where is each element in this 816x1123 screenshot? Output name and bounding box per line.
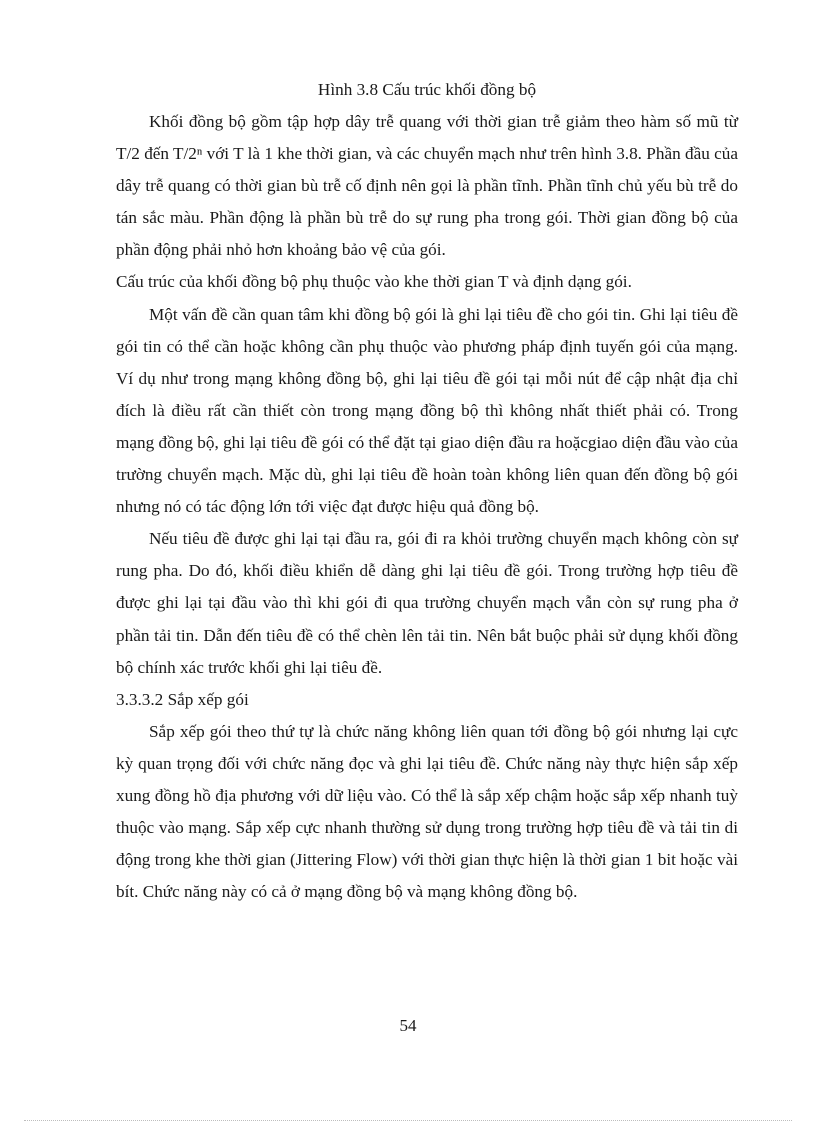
- section-heading: 3.3.3.2 Sắp xếp gói: [116, 689, 249, 709]
- page-bottom-divider: [24, 1120, 792, 1121]
- paragraph-header-rewrite: Một vấn đề cần quan tâm khi đồng bộ gói là ghi lại tiêu đề cho gói tin. Ghi lại tiêu đề gói tin có thể cần hoặc không cần phụ thuộc vào phương pháp định tuyến gói của mạng. Ví dụ như trong mạng không đồng bộ, ghi lại tiêu đề gói tại mỗi nút để cập nhật địa chỉ đích là điều rất cần thiết còn trong mạng đồng bộ thì không nhất thiết phải có. Trong mạng đồng bộ, ghi lại tiêu đề gói có thể đặt tại giao diện đầu ra hoặcgiao diện đầu vào của trường chuyển mạch. Mặc dù, ghi lại tiêu đề hoàn toàn không liên quan đến đồng bộ gói nhưng nó có tác động lớn tới việc đạt được hiệu quả đồng bộ.: [116, 304, 738, 517]
- page-number: 54: [399, 1016, 417, 1035]
- paragraph-structure: Cấu trúc của khối đồng bộ phụ thuộc vào khe thời gian T và định dạng gói.: [116, 272, 632, 292]
- paragraph-sync-block: Khối đồng bộ gồm tập hợp dây trễ quang với thời gian trễ giảm theo hàm số mũ từ T/2 đến T/2ⁿ với T là 1 khe thời gian, và các chuyển mạch như trên hình 3.8. Phần đầu của dây trễ quang có thời gian bù trễ cố định nên gọi là phần tĩnh. Phần tĩnh chủ yếu bù trễ do tán sắc màu. Phần động là phần bù trễ do sự rung pha trong gói. Thời gian đồng bộ của phần động phải nhỏ hơn khoảng bảo vệ của gói.: [116, 112, 738, 260]
- paragraph-output-rewrite: Nếu tiêu đề được ghi lại tại đầu ra, gói đi ra khỏi trường chuyển mạch không còn sự rung pha. Do đó, khối điều khiển dễ dàng ghi lại tiêu đề gói. Trong trường hợp tiêu đề được ghi lại tại đầu vào thì khi gói đi qua trường chuyển mạch vẫn còn sự rung pha ở phần tải tin. Dẫn đến tiêu đề có thể chèn lên tải tin. Nên bắt buộc phải sử dụng khối đồng bộ chính xác trước khối ghi lại tiêu đề.: [116, 529, 738, 677]
- paragraph-packet-alignment: Sắp xếp gói theo thứ tự là chức năng không liên quan tới đồng bộ gói nhưng lại cực kỳ quan trọng đối với chức năng đọc và ghi lại tiêu đề. Chức năng này thực hiện sắp xếp xung đồng hồ địa phương với dữ liệu vào. Có thể là sắp xếp chậm hoặc sắp xếp nhanh tuỳ thuộc vào mạng. Sắp xếp cực nhanh thường sử dụng trong trường hợp tiêu đề và tải tin di động trong khe thời gian (Jittering Flow) với thời gian thực hiện là thời gian 1 bit hoặc vài bít. Chức năng này có cả ở mạng đồng bộ và mạng không đồng bộ.: [116, 721, 738, 902]
- body-text: [116, 74, 738, 908]
- figure-caption: Hình 3.8 Cấu trúc khối đồng bộ: [317, 80, 537, 99]
